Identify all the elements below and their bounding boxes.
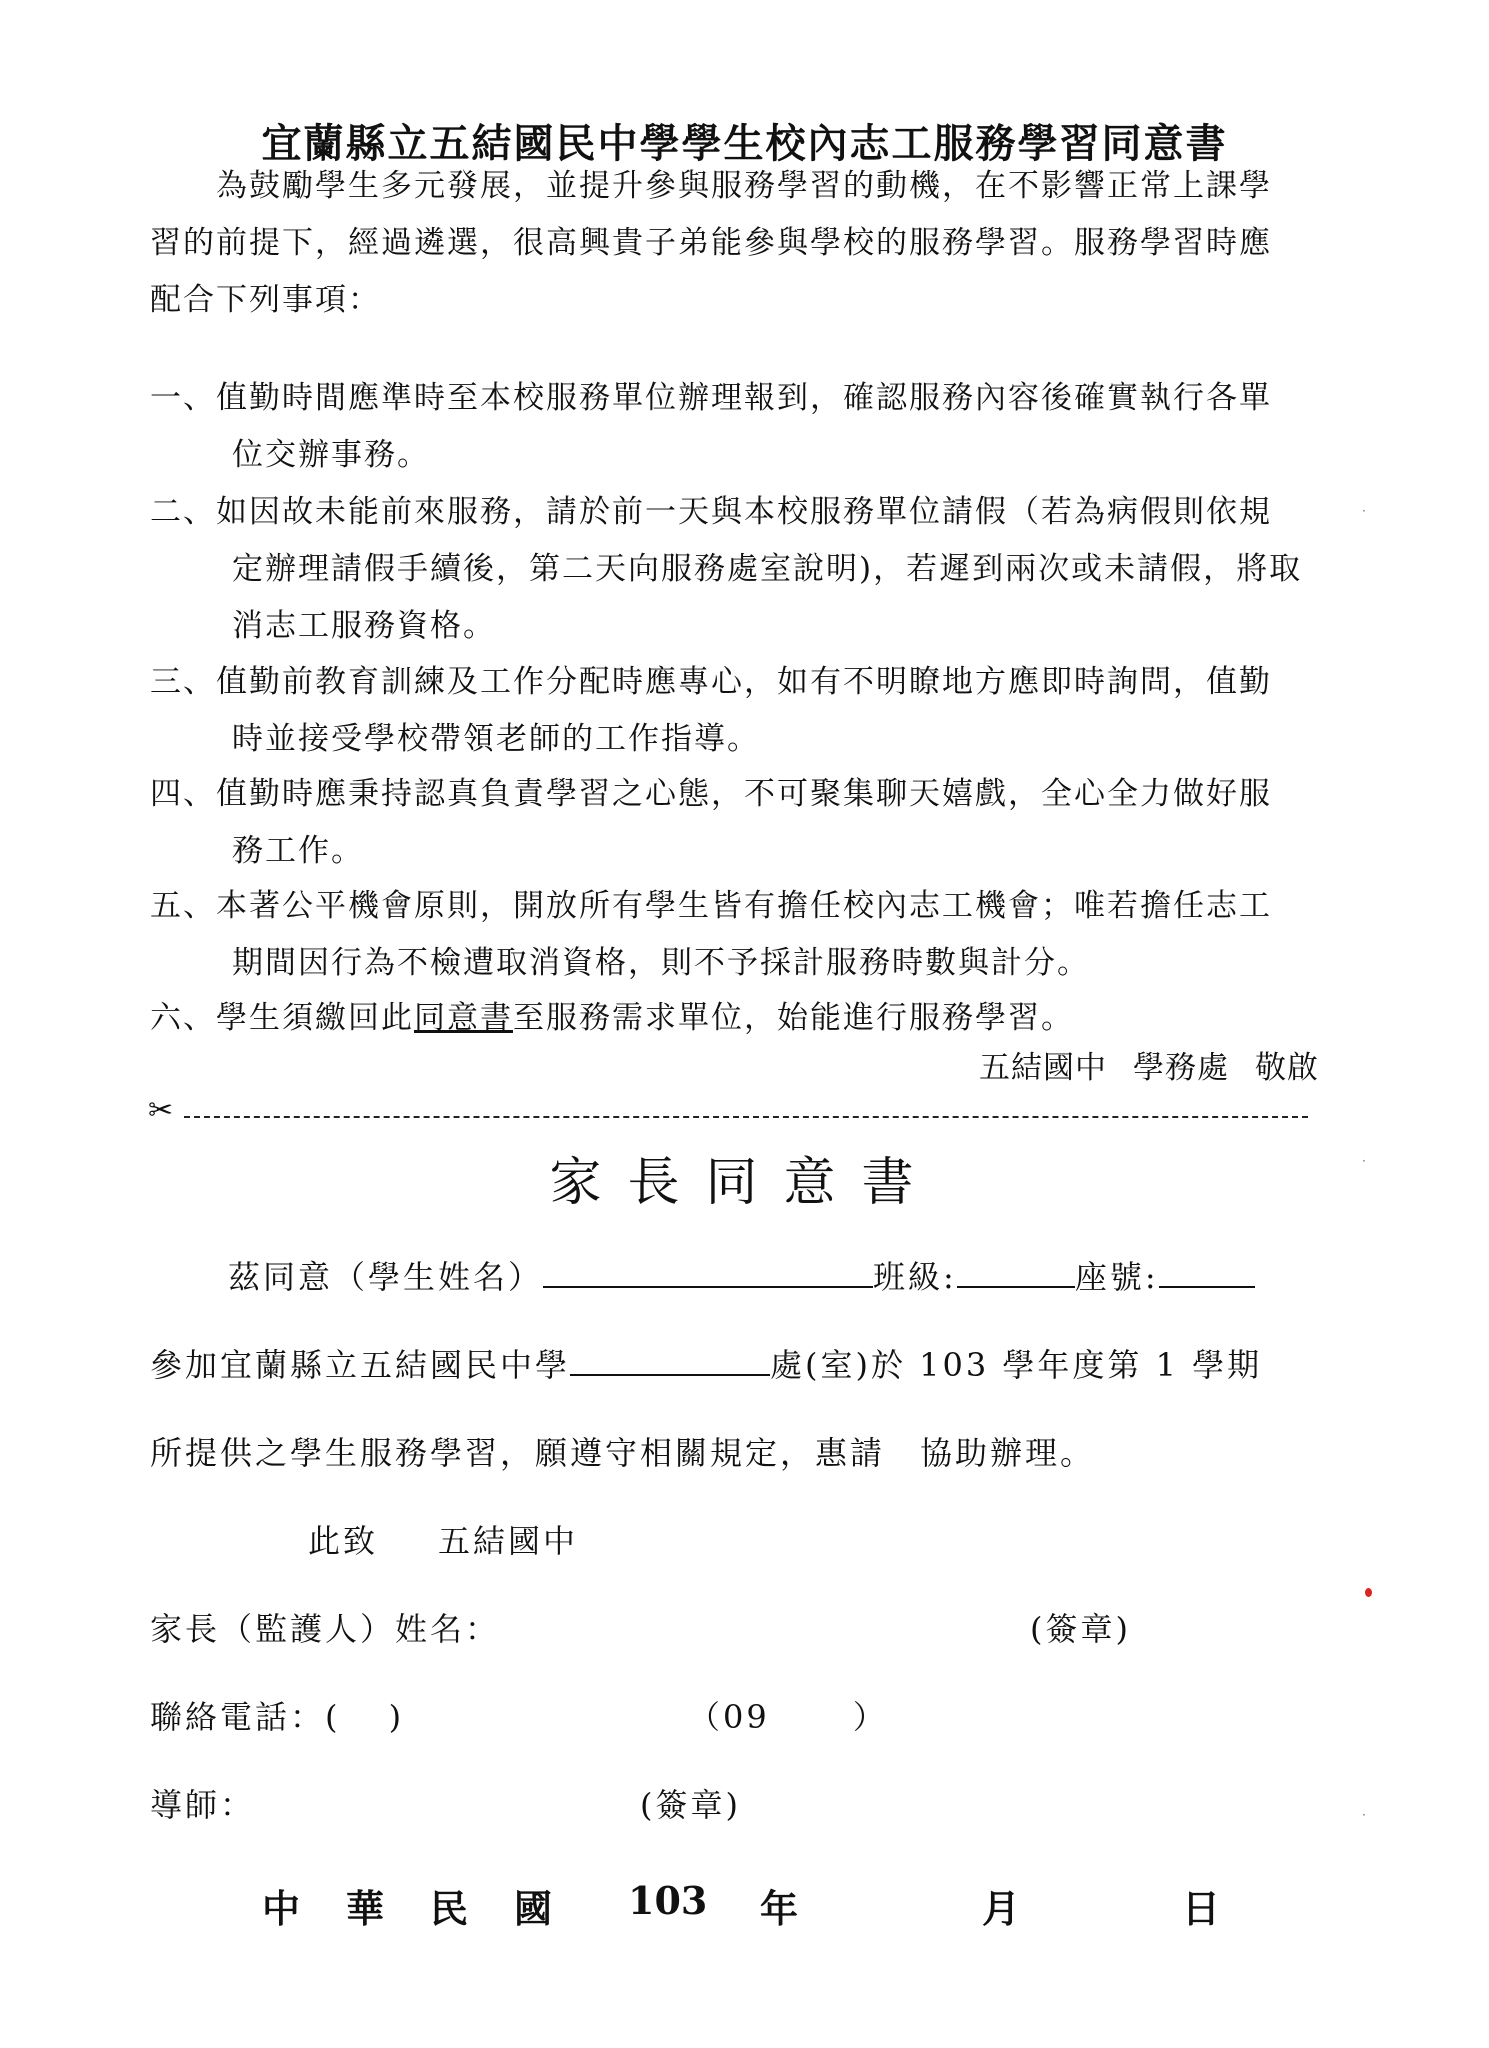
item-text: 時並接受學校帶領老師的工作指導。 bbox=[232, 721, 760, 757]
date-year: 103 bbox=[628, 1878, 708, 1923]
seat-label: 座號: bbox=[1074, 1258, 1159, 1296]
item-number: 一、 bbox=[150, 380, 216, 416]
item-number: 四、 bbox=[150, 776, 216, 812]
scan-mark: · bbox=[1362, 504, 1366, 518]
signoff-office: 學務處 bbox=[1133, 1050, 1229, 1086]
item-number: 二、 bbox=[150, 494, 216, 530]
date-day-unit: 日 bbox=[1182, 1886, 1221, 1931]
item-text: 值勤前教育訓練及工作分配時應專心，如有不明瞭地方應即時詢問，值勤 bbox=[216, 664, 1272, 700]
participate-line bbox=[150, 1340, 1262, 1386]
list-item bbox=[150, 654, 1320, 768]
signoff bbox=[979, 1042, 1319, 1087]
consent-label: 茲同意（學生姓名） bbox=[228, 1258, 544, 1296]
teacher-label: 導師： bbox=[150, 1786, 256, 1824]
date-month-unit: 月 bbox=[982, 1886, 1021, 1931]
participate-prefix: 參加宜蘭縣立五結國民中學 bbox=[150, 1346, 571, 1384]
parent-name-label: 家長（監護人）姓名： bbox=[150, 1610, 501, 1648]
signoff-school: 五結國中 bbox=[979, 1050, 1107, 1086]
item-text: 定辦理請假手續後，第二天向服務處室說明)，若遲到兩次或未請假，將取 bbox=[232, 551, 1303, 587]
item-number: 五、 bbox=[150, 888, 216, 924]
item-text: 如因故未能前來服務，請於前一天與本校服務單位請假（若為病假則依規 bbox=[216, 494, 1272, 530]
class-label: 班級: bbox=[873, 1258, 957, 1296]
list-item bbox=[150, 990, 1320, 1047]
intro-line: 為鼓勵學生多元發展，並提升參與服務學習的動機，在不影響正常上課學 bbox=[216, 168, 1272, 204]
parent-signature-label: (簽章) bbox=[1030, 1610, 1131, 1648]
mobile-label: （09 ） bbox=[688, 1698, 888, 1736]
item-text: 學生須繳回此同意書至服務需求單位，始能進行服務學習。 bbox=[216, 1000, 1074, 1036]
dashed-divider bbox=[184, 1116, 1308, 1118]
teacher-signature-label: (簽章) bbox=[640, 1786, 741, 1824]
office-field[interactable] bbox=[570, 1344, 770, 1376]
salutation-school: 五結國中 bbox=[438, 1522, 579, 1560]
class-field[interactable] bbox=[957, 1256, 1075, 1288]
intro-line: 配合下列事項： bbox=[150, 282, 381, 318]
participate-suffix: 處(室)於 103 學年度第 1 學期 bbox=[770, 1346, 1263, 1384]
list-item bbox=[150, 878, 1320, 992]
item-text: 期間因行為不檢遭取消資格，則不予採計服務時數與計分。 bbox=[232, 945, 1090, 981]
cut-line bbox=[148, 1093, 1308, 1130]
student-info-line bbox=[150, 1252, 1255, 1298]
seat-field[interactable] bbox=[1159, 1256, 1255, 1288]
student-name-field[interactable] bbox=[543, 1256, 873, 1288]
item-number: 六、 bbox=[150, 1000, 216, 1036]
date-era: 中 華 民 國 bbox=[262, 1886, 557, 1931]
list-item bbox=[150, 370, 1320, 484]
item-text: 值勤時間應準時至本校服務單位辦理報到，確認服務內容後確實執行各單 bbox=[216, 380, 1272, 416]
scan-mark: · bbox=[1362, 1808, 1366, 1822]
document-title: 宜蘭縣立五結國民中學學生校內志工服務學習同意書 bbox=[261, 120, 1228, 167]
item-text: 位交辦事務。 bbox=[232, 437, 430, 473]
scan-mark: · bbox=[1362, 1154, 1366, 1168]
item-number: 三、 bbox=[150, 664, 216, 700]
salutation-line bbox=[308, 1516, 578, 1562]
list-item bbox=[150, 484, 1320, 655]
item-text: 務工作。 bbox=[232, 833, 364, 869]
signoff-closing: 敬啟 bbox=[1255, 1050, 1319, 1086]
intro-paragraph bbox=[150, 158, 1320, 329]
item-text: 值勤時應秉持認真負責學習之心態，不可聚集聊天嬉戲，全心全力做好服 bbox=[216, 776, 1272, 812]
scissors-icon: ✂ bbox=[148, 1093, 174, 1128]
ink-speck bbox=[1365, 1588, 1372, 1597]
item-text: 消志工服務資格。 bbox=[232, 608, 496, 644]
intro-line: 習的前提下，經過遴選，很高興貴子弟能參與學校的服務學習。服務學習時應 bbox=[150, 225, 1272, 261]
date-year-unit: 年 bbox=[760, 1886, 799, 1931]
provided-line: 所提供之學生服務學習，願遵守相關規定，惠請 協助辦理。 bbox=[150, 1434, 1096, 1472]
list-item bbox=[150, 766, 1320, 880]
item-text: 本著公平機會原則，開放所有學生皆有擔任校內志工機會；唯若擔任志工 bbox=[216, 888, 1272, 924]
parent-consent-title: 家長同意書 bbox=[549, 1153, 940, 1213]
phone-label: 聯絡電話：( ) bbox=[150, 1698, 405, 1736]
salutation-label: 此致 bbox=[308, 1522, 379, 1560]
underlined-term: 同意書 bbox=[414, 1000, 513, 1036]
